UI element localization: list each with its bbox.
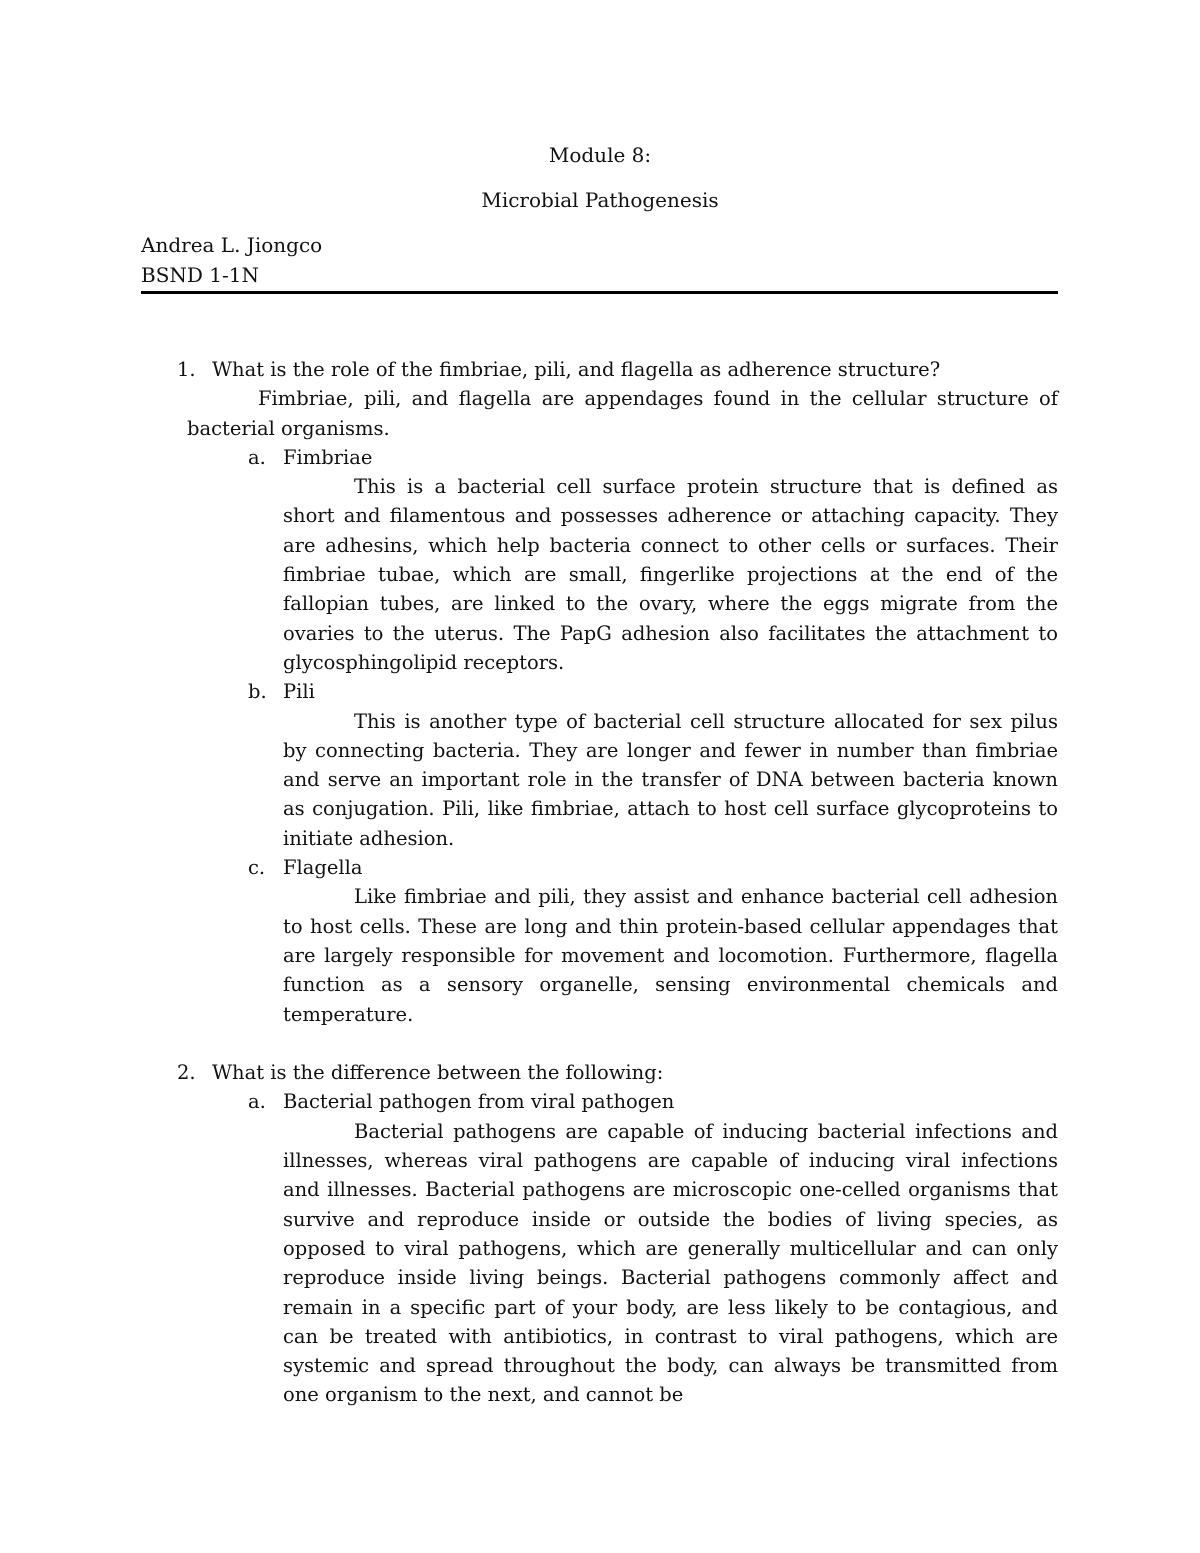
item-heading: Pili — [283, 680, 315, 704]
question-number: 2. — [177, 1061, 196, 1085]
author-name: Andrea L. Jiongco — [141, 233, 323, 257]
item-body: Like fimbriae and pili, they assist and enhance bacterial cell adhesion to host cells. These are long and thin protein-based cellular appendages that are largely responsible for movement and locomotion. Furthermore, flagella function as a sensory organelle, sensing environmental chemicals and temperature. — [283, 885, 1058, 1026]
question-intro-wrap — [187, 384, 1058, 443]
answer-item-fimbriae — [212, 443, 1058, 677]
question-2 — [141, 1058, 1058, 1410]
item-letter: c. — [248, 856, 266, 880]
question-number: 1. — [177, 358, 196, 381]
item-letter: a. — [248, 445, 266, 469]
author-section: BSND 1-1N — [141, 263, 259, 287]
question-intro: Fimbriae, pili, and flagella are appendages found in the cellular structure of bacterial organisms. — [187, 387, 1058, 440]
question-text: What is the difference between the following: — [212, 1061, 664, 1085]
item-body: This is another type of bacterial cell structure allocated for sex pilus by connecting bacteria. They are longer and fewer in number than fimbriae and serve an important role in the transfer of DNA between bacteria known as conjugation. Pili, like fimbriae, attach to host cell surface glycoproteins to initiate adhesion. — [283, 709, 1058, 850]
answer-item-bacterial-vs-viral — [212, 1087, 1058, 1409]
item-letter: b. — [248, 680, 267, 704]
item-heading: Bacterial pathogen from viral pathogen — [283, 1090, 675, 1114]
item-heading: Flagella — [283, 856, 363, 880]
document-body — [141, 355, 1058, 1410]
answer-item-flagella — [212, 853, 1058, 1029]
item-body: Bacterial pathogens are capable of inducing bacterial infections and illnesses, whereas viral pathogens are capable of inducing viral infections and illnesses. Bacterial pathogens are microscopic one-celled organisms that survive and reproduce inside or outside the bodies of living species, as opposed to viral pathogens, which are generally multicellular and can only reproduce inside living beings. Bacterial pathogens commonly affect and remain in a specific part of your body, are less likely to be contagious, and can be treated with antibiotics, in contrast to viral pathogens, which are systemic and spread throughout the body, can always be transmitted from one organism to the next, and cannot be — [283, 1119, 1058, 1407]
item-heading: Fimbriae — [283, 445, 373, 469]
question-1 — [141, 355, 1058, 1029]
question-text: What is the role of the fimbriae, pili, and flagella as adherence structure? — [212, 358, 941, 381]
header-divider — [141, 291, 1058, 294]
item-body: This is a bacterial cell surface protein structure that is defined as short and filamentous and possesses adherence or attaching capacity. They are adhesins, which help bacteria connect to other cells or surfaces. Their fimbriae tubae, which are small, fingerlike projections at the end of the fallopian tubes, are linked to the ovary, where the eggs migrate from the ovaries to the uterus. The PapG adhesion also facilitates the attachment to glycosphingolipid receptors. — [283, 475, 1058, 674]
answer-item-pili — [212, 677, 1058, 853]
module-number: Module 8: — [548, 143, 652, 167]
item-letter: a. — [248, 1090, 266, 1114]
document-title: Microbial Pathogenesis — [481, 188, 719, 212]
